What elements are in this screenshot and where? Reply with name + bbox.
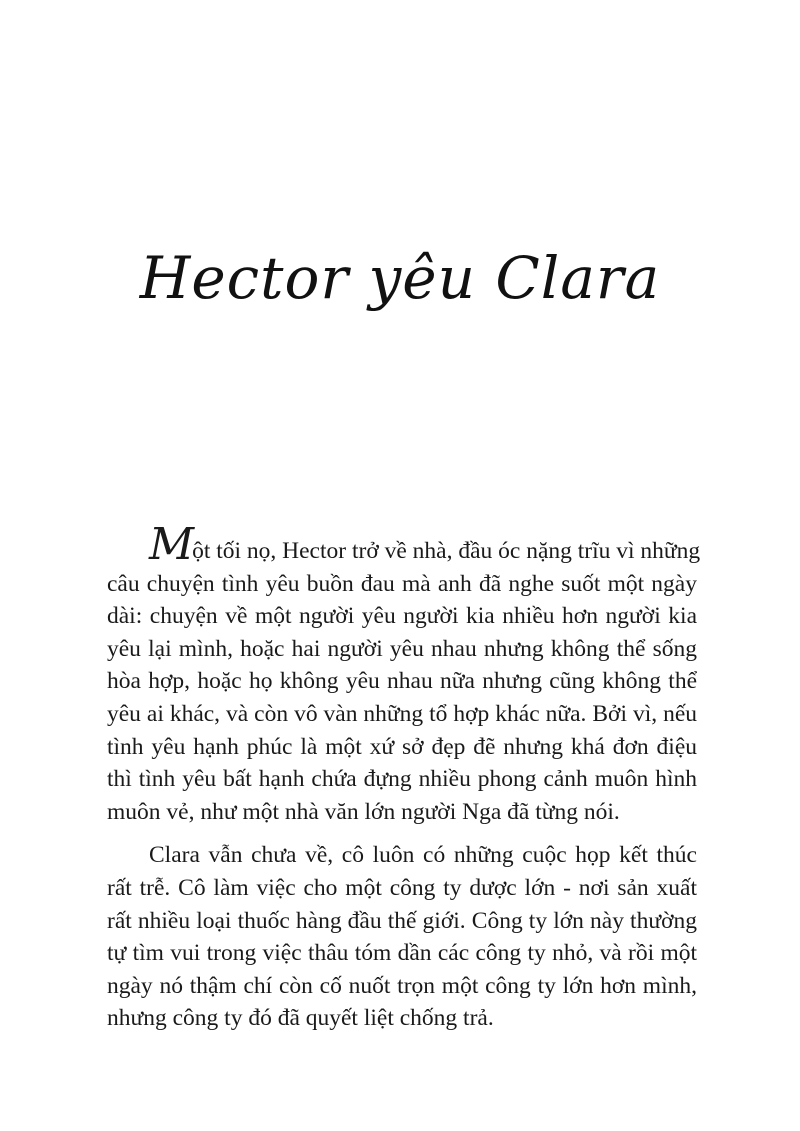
text-line: câu chuyện tình yêu buồn đau mà anh đã nghe suốt một ngày bbox=[107, 570, 697, 597]
text-line: dài: chuyện về một người yêu người kia nhiều hơn người kia bbox=[107, 603, 697, 630]
text-line: rất nhiều loại thuốc hàng đầu thế giới. Công ty lớn này thường bbox=[107, 907, 697, 934]
text-span: ột tối nọ, Hector trở về nhà, đầu óc nặng trĩu vì những bbox=[192, 538, 701, 564]
text-line: tự tìm vui trong việc thâu tóm dần các công ty nhỏ, và rồi một bbox=[107, 940, 697, 967]
paragraph-2 bbox=[107, 839, 697, 1035]
text-line: tình yêu hạnh phúc là một xứ sở đẹp đẽ nhưng khá đơn điệu bbox=[107, 733, 697, 760]
text-line: ngày nó thậm chí còn cố nuốt trọn một công ty lớn hơn mình, bbox=[107, 972, 697, 999]
chapter-body bbox=[107, 519, 701, 1035]
text-line: nhưng công ty đó đã quyết liệt chống trả. bbox=[107, 1005, 494, 1032]
text-line: Clara vẫn chưa về, cô luôn có những cuộc họp kết thúc bbox=[149, 842, 697, 869]
text-line: thì tình yêu bất hạnh chứa đựng nhiều phong cảnh muôn hình bbox=[107, 766, 697, 793]
text-line: rất trễ. Cô làm việc cho một công ty dược lớn - nơi sản xuất bbox=[107, 874, 697, 901]
text-line bbox=[107, 519, 701, 570]
paragraph-1 bbox=[107, 519, 701, 828]
text-line: muôn vẻ, như một nhà văn lớn người Nga đã từng nói. bbox=[107, 798, 620, 825]
chapter-title: Hector yêu Clara bbox=[139, 244, 661, 312]
text-line: yêu lại mình, hoặc hai người yêu nhau nhưng không thể sống bbox=[107, 635, 697, 662]
text-line: yêu ai khác, và còn vô vàn những tổ hợp khác nữa. Bởi vì, nếu bbox=[107, 700, 697, 727]
drop-cap: M bbox=[149, 519, 195, 570]
text-line: hòa hợp, hoặc họ không yêu nhau nữa nhưng cũng không thể bbox=[107, 668, 697, 695]
